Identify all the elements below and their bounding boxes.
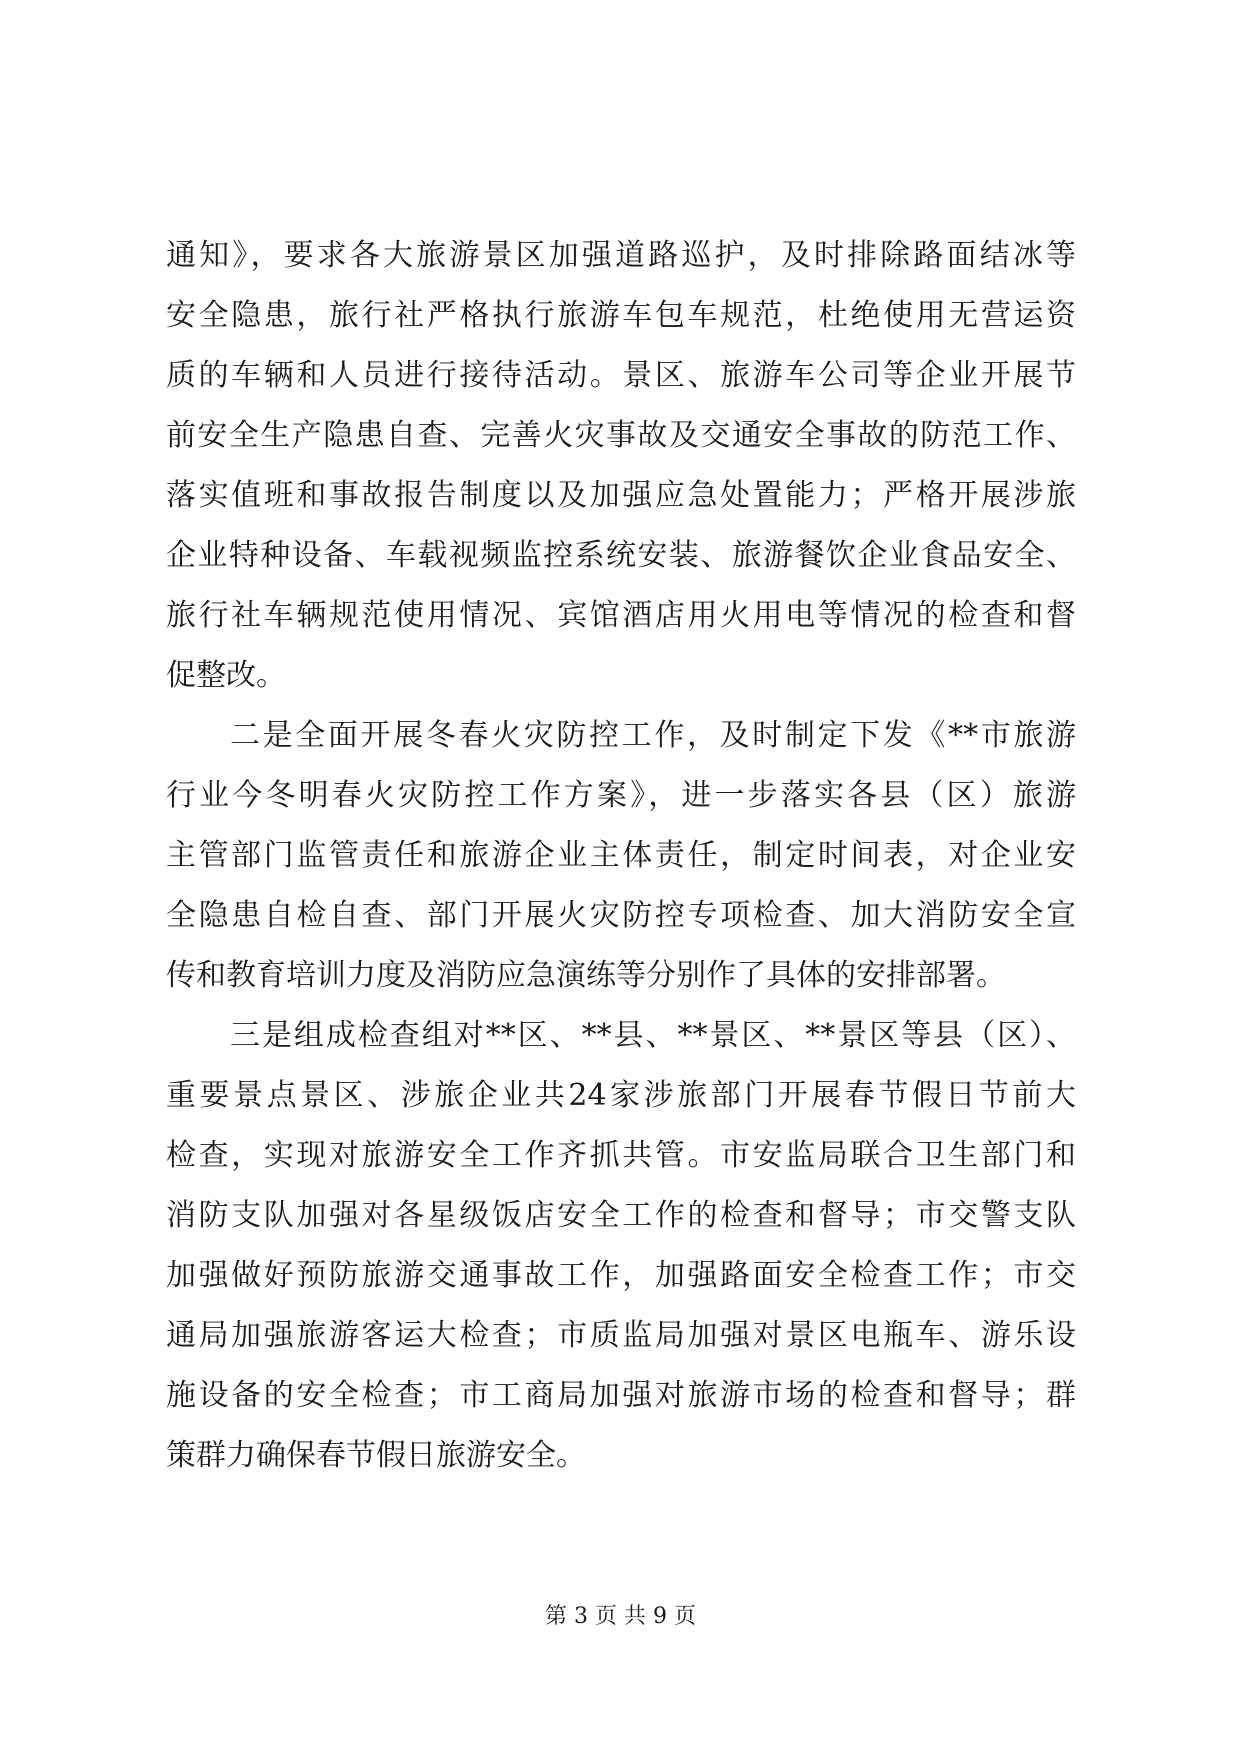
text-line: 消防支队加强对各星级饭店安全工作的检查和督导；市交警支队 bbox=[166, 1198, 1076, 1233]
text-line: 主管部门监管责任和旅游企业主体责任，制定时间表，对企业安 bbox=[166, 838, 1076, 873]
text-line: 企业特种设备、车载视频监控系统安装、旅游餐饮企业食品安全、 bbox=[166, 538, 1076, 573]
text-line: 三是组成检查组对**区、**县、**景区、**景区等县（区）、 bbox=[230, 1018, 1076, 1053]
text-line: 促整改。 bbox=[166, 658, 286, 693]
text-line: 行业今冬明春火灾防控工作方案》，进一步落实各县（区）旅游 bbox=[166, 778, 1076, 813]
text-line: 质的车辆和人员进行接待活动。景区、旅游车公司等企业开展节 bbox=[166, 358, 1076, 393]
text-line: 二是全面开展冬春火灾防控工作，及时制定下发《**市旅游 bbox=[230, 718, 1076, 753]
text-line: 通知》，要求各大旅游景区加强道路巡护，及时排除路面结冰等 bbox=[166, 238, 1076, 273]
text-line: 检查，实现对旅游安全工作齐抓共管。市安监局联合卫生部门和 bbox=[166, 1138, 1076, 1173]
paragraph-2 bbox=[166, 706, 1076, 1006]
text-line: 施设备的安全检查；市工商局加强对旅游市场的检查和督导；群 bbox=[166, 1378, 1076, 1413]
text-line: 安全隐患，旅行社严格执行旅游车包车规范，杜绝使用无营运资 bbox=[166, 298, 1076, 333]
paragraph-3 bbox=[166, 1006, 1076, 1486]
text-line: 前安全生产隐患自查、完善火灾事故及交通安全事故的防范工作、 bbox=[166, 418, 1076, 453]
text-line: 传和教育培训力度及消防应急演练等分别作了具体的安排部署。 bbox=[166, 958, 1006, 993]
text-line: 全隐患自检自查、部门开展火灾防控专项检查、加大消防安全宣 bbox=[166, 898, 1076, 933]
document-body bbox=[166, 226, 1076, 1486]
paragraph-1 bbox=[166, 226, 1076, 706]
text-line: 加强做好预防旅游交通事故工作，加强路面安全检查工作；市交 bbox=[166, 1258, 1076, 1293]
page-number-footer: 第 3 页 共 9 页 bbox=[545, 1604, 696, 1629]
text-line: 重要景点景区、涉旅企业共24家涉旅部门开展春节假日节前大 bbox=[166, 1078, 1076, 1113]
text-line: 策群力确保春节假日旅游安全。 bbox=[166, 1438, 586, 1473]
text-line: 旅行社车辆规范使用情况、宾馆酒店用火用电等情况的检查和督 bbox=[166, 598, 1076, 633]
text-line: 落实值班和事故报告制度以及加强应急处置能力；严格开展涉旅 bbox=[166, 478, 1076, 513]
text-line: 通局加强旅游客运大检查；市质监局加强对景区电瓶车、游乐设 bbox=[166, 1318, 1076, 1353]
